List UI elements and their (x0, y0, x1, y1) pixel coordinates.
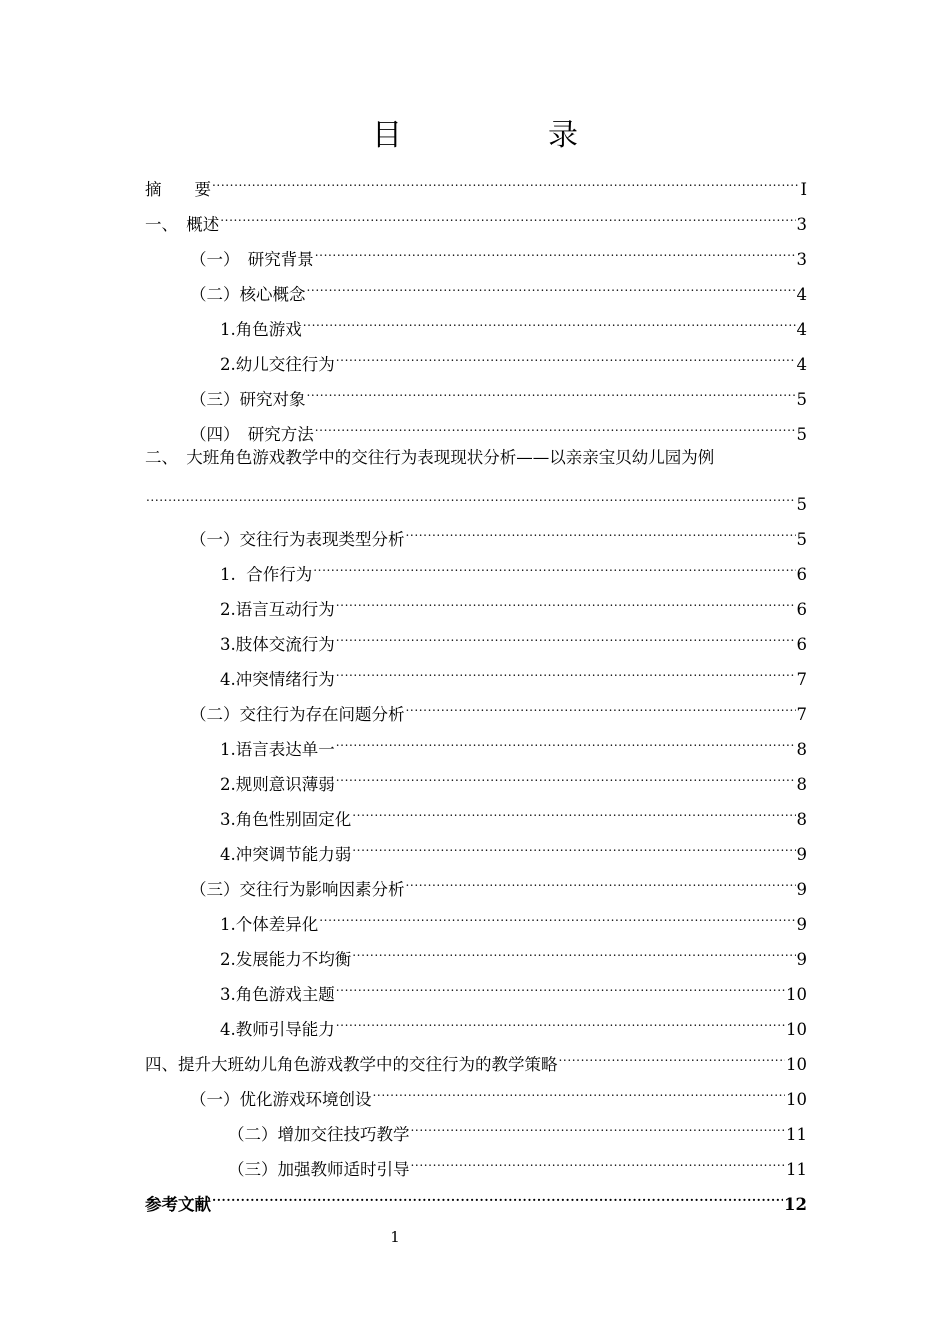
toc-entry-page: 9 (796, 950, 807, 969)
toc-entry-label: 4.冲突情绪行为 (220, 670, 335, 689)
toc-entry-continuation (145, 475, 807, 514)
toc-entry-label: 2.幼儿交往行为 (220, 355, 335, 374)
dot-leader (335, 335, 796, 370)
toc-entry-page: 5 (796, 390, 807, 409)
toc-entry-section[interactable] (145, 230, 807, 269)
toc-entry-abstract[interactable] (145, 160, 807, 199)
dot-leader (405, 685, 796, 720)
toc-entry-page: 4 (796, 320, 807, 339)
dot-leader (219, 195, 795, 230)
toc-entry-page: 11 (786, 1125, 807, 1144)
toc-entry-label: 3.角色性别固定化 (220, 810, 352, 829)
dot-leader (335, 755, 796, 790)
dot-leader (351, 825, 795, 860)
toc-entry-page: 8 (796, 775, 807, 794)
dot-leader (335, 650, 796, 685)
toc-entry-page: 8 (796, 810, 807, 829)
dot-leader (318, 895, 795, 930)
toc-entry-page: I (800, 180, 807, 199)
dot-leader (335, 720, 796, 755)
toc-entry-label: 二、 大班角色游戏教学中的交往行为表现现状分析——以亲亲宝贝幼儿园为例 (145, 448, 715, 467)
toc-entry-page: 7 (796, 670, 807, 689)
toc-entry-label: 1.角色游戏 (220, 320, 302, 339)
toc-entry-label: （二）核心概念 (190, 285, 306, 304)
toc-entry-page: 12 (784, 1195, 807, 1214)
toc-entry-label: 2.语言互动行为 (220, 600, 335, 619)
toc-entry-page: 6 (796, 600, 807, 619)
toc-entry-label: 1. 合作行为 (220, 565, 313, 584)
dot-leader (145, 475, 796, 510)
toc-entry-chapter-2[interactable] (145, 440, 807, 514)
toc-entry-label: 3.肢体交流行为 (220, 635, 335, 654)
dot-leader (335, 615, 796, 650)
toc-entry-page: 7 (796, 705, 807, 724)
toc-entry-page: 9 (796, 915, 807, 934)
page-number: 1 (390, 1228, 400, 1246)
table-of-contents (145, 160, 807, 1214)
toc-entry-label: 2.规则意识薄弱 (220, 775, 335, 794)
toc-entry-chapter-1[interactable] (145, 195, 807, 234)
toc-entry-page: 4 (796, 355, 807, 374)
toc-entry-references[interactable] (145, 1175, 807, 1214)
toc-entry-page: 5 (796, 495, 807, 514)
dot-leader (372, 1070, 786, 1105)
dot-leader (405, 860, 796, 895)
toc-entry-page: 8 (796, 740, 807, 759)
dot-leader (351, 790, 795, 825)
toc-entry-page: 3 (796, 215, 807, 234)
toc-entry-label: 摘 要 (145, 180, 211, 199)
toc-entry-label: （二）增加交往技巧教学 (228, 1125, 410, 1144)
dot-leader (335, 965, 785, 1000)
dot-leader (312, 545, 795, 580)
toc-entry-page: 6 (796, 565, 807, 584)
toc-entry-page: 10 (786, 985, 807, 1004)
dot-leader (405, 510, 796, 545)
dot-leader (558, 1035, 786, 1070)
toc-entry-label: （三）研究对象 (190, 390, 306, 409)
toc-entry-label: （一）优化游戏环境创设 (190, 1090, 372, 1109)
toc-entry-page: 10 (786, 1055, 807, 1074)
dot-leader (302, 300, 796, 335)
toc-entry-section[interactable] (145, 510, 807, 549)
dot-leader (211, 1175, 783, 1210)
toc-title: 目 录 (372, 118, 636, 153)
toc-entry-page: 9 (796, 880, 807, 899)
toc-entry-label: （四） 研究方法 (190, 425, 314, 444)
toc-entry-label: 1.语言表达单一 (220, 740, 335, 759)
toc-entry-page: 10 (786, 1020, 807, 1039)
toc-entry-label: （三）交往行为影响因素分析 (190, 880, 405, 899)
toc-entry-label: 1.个体差异化 (220, 915, 319, 934)
toc-entry-page: 5 (796, 425, 807, 444)
toc-entry-label: 四、提升大班幼儿角色游戏教学中的交往行为的教学策略 (145, 1055, 558, 1074)
dot-leader (306, 370, 796, 405)
toc-entry-page: 9 (796, 845, 807, 864)
dot-leader (211, 160, 799, 195)
dot-leader (314, 405, 796, 440)
toc-entry-label: 4.冲突调节能力弱 (220, 845, 352, 864)
toc-entry-page: 6 (796, 635, 807, 654)
toc-entry-label: 一、 概述 (145, 215, 220, 234)
toc-entry-page: 5 (796, 530, 807, 549)
toc-entry-label: （一） 研究背景 (190, 250, 314, 269)
dot-leader (335, 1000, 785, 1035)
toc-entry-label: 4.教师引导能力 (220, 1020, 335, 1039)
dot-leader (335, 580, 796, 615)
toc-entry-label: 参考文献 (145, 1195, 211, 1214)
dot-leader (351, 930, 795, 965)
toc-entry-label: （二）交往行为存在问题分析 (190, 705, 405, 724)
toc-entry-page: 10 (786, 1090, 807, 1109)
toc-entry-label: 3.角色游戏主题 (220, 985, 335, 1004)
dot-leader (410, 1140, 786, 1175)
toc-entry-page: 3 (796, 250, 807, 269)
toc-entry-page: 11 (786, 1160, 807, 1179)
dot-leader (410, 1105, 786, 1140)
toc-entry-label: （一）交往行为表现类型分析 (190, 530, 405, 549)
dot-leader (314, 230, 796, 265)
dot-leader (306, 265, 796, 300)
toc-entry-label: （三）加强教师适时引导 (228, 1160, 410, 1179)
toc-entry-page: 4 (796, 285, 807, 304)
toc-entry-label: 2.发展能力不均衡 (220, 950, 352, 969)
